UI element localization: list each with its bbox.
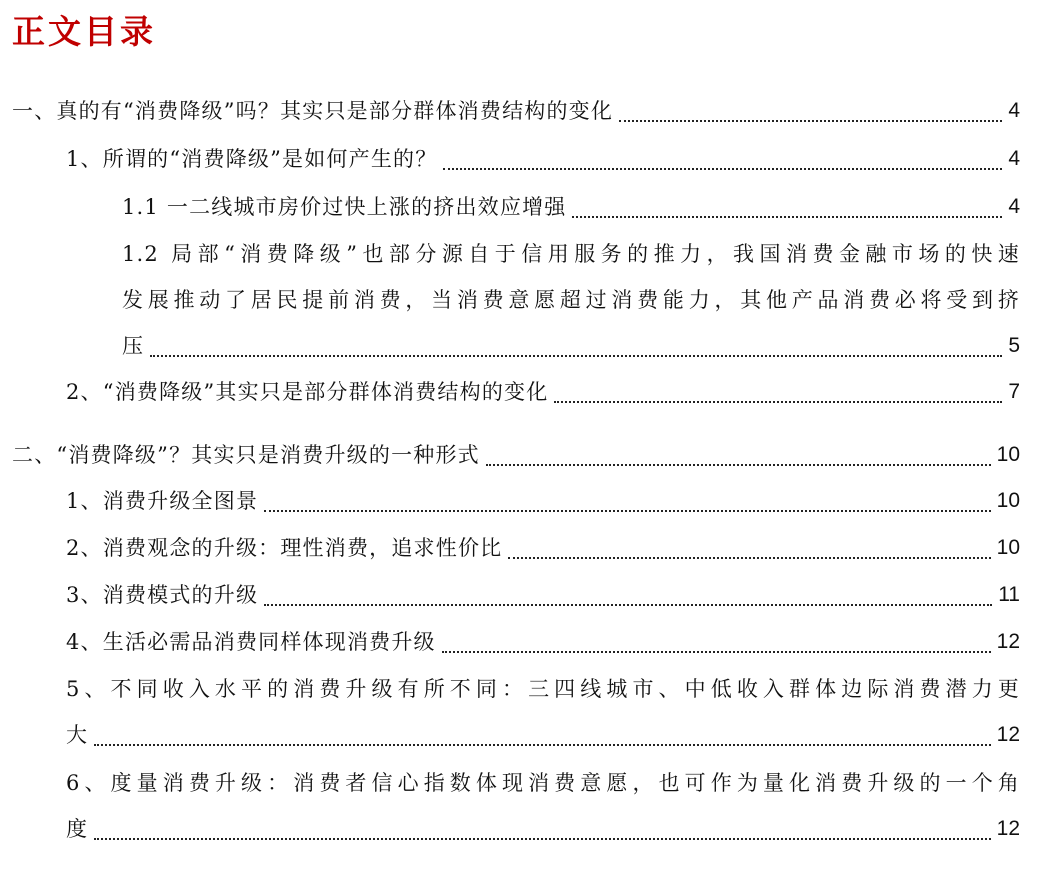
toc-entry-text: 2、“消费降级”其实只是部分群体消费结构的变化 bbox=[66, 380, 549, 404]
toc-entry-text-line-1: 6、度量消费升级：消费者信心指数体现消费意愿，也可作为量化消费升级的一个角 bbox=[66, 771, 1020, 795]
toc-entry-text-line-1: 1.2 局部“消费降级”也部分源自于信用服务的推力，我国消费金融市场的快速 bbox=[122, 242, 1020, 266]
toc-entry-text: 二、“消费降级”？其实只是消费升级的一种形式 bbox=[12, 443, 480, 467]
toc-entry-1-1-2[interactable] bbox=[122, 231, 1020, 369]
toc-entry-text: 1.1 一二线城市房价过快上涨的挤出效应增强 bbox=[122, 195, 567, 219]
dot-leader bbox=[442, 651, 991, 653]
dot-leader bbox=[264, 510, 990, 512]
page-number: 4 bbox=[1008, 195, 1020, 218]
dot-leader bbox=[264, 604, 992, 606]
dot-leader bbox=[486, 464, 991, 466]
toc-entry-text-line-2: 大 bbox=[66, 723, 89, 747]
toc-title: 正文目录 bbox=[12, 12, 156, 51]
toc-entry-2-3[interactable] bbox=[66, 572, 1020, 618]
toc-entry-2-4[interactable] bbox=[66, 619, 1020, 665]
dot-leader bbox=[554, 401, 1002, 403]
page-number: 11 bbox=[998, 583, 1020, 606]
toc-entry-section-1[interactable] bbox=[12, 88, 1020, 134]
page-number: 5 bbox=[1008, 334, 1020, 357]
dot-leader bbox=[150, 355, 1002, 357]
dot-leader bbox=[94, 838, 990, 840]
page-number: 10 bbox=[996, 443, 1020, 466]
toc-entry-text-line-1: 5、不同收入水平的消费升级有所不同：三四线城市、中低收入群体边际消费潜力更 bbox=[66, 677, 1020, 701]
toc-entry-text-line-3: 压 bbox=[122, 334, 145, 358]
page-number: 4 bbox=[1008, 99, 1020, 122]
page-number: 4 bbox=[1008, 147, 1020, 170]
page-number: 12 bbox=[996, 723, 1020, 746]
page-number: 10 bbox=[996, 536, 1020, 559]
toc-entry-1-2[interactable] bbox=[66, 369, 1020, 415]
toc-entry-text: 3、消费模式的升级 bbox=[66, 583, 259, 607]
toc-entry-section-2[interactable] bbox=[12, 432, 1020, 478]
page-number: 12 bbox=[996, 817, 1020, 840]
dot-leader bbox=[94, 744, 990, 746]
toc-entry-2-5[interactable] bbox=[66, 666, 1020, 758]
toc-entry-text-line-2: 发展推动了居民提前消费，当消费意愿超过消费能力，其他产品消费必将受到挤 bbox=[122, 288, 1020, 312]
toc-entry-2-1[interactable] bbox=[66, 478, 1020, 524]
dot-leader bbox=[508, 557, 990, 559]
toc-entry-2-6[interactable] bbox=[66, 760, 1020, 852]
toc-entry-text: 1、消费升级全图景 bbox=[66, 489, 259, 513]
toc-entry-text: 1、所谓的“消费降级”是如何产生的？ bbox=[66, 147, 438, 171]
toc-entry-2-2[interactable] bbox=[66, 525, 1020, 571]
toc-entry-text: 4、生活必需品消费同样体现消费升级 bbox=[66, 630, 436, 654]
dot-leader bbox=[619, 120, 1002, 122]
toc-entry-1-1[interactable] bbox=[66, 136, 1020, 182]
page-number: 12 bbox=[996, 630, 1020, 653]
toc-entry-text-line-2: 度 bbox=[66, 817, 89, 841]
dot-leader bbox=[443, 168, 1002, 170]
page-number: 10 bbox=[996, 489, 1020, 512]
page-number: 7 bbox=[1008, 380, 1020, 403]
dot-leader bbox=[572, 216, 1002, 218]
toc-entry-text: 一、真的有“消费降级”吗？其实只是部分群体消费结构的变化 bbox=[12, 99, 614, 123]
toc-entry-1-1-1[interactable] bbox=[122, 184, 1020, 230]
toc-entry-text: 2、消费观念的升级：理性消费，追求性价比 bbox=[66, 536, 503, 560]
